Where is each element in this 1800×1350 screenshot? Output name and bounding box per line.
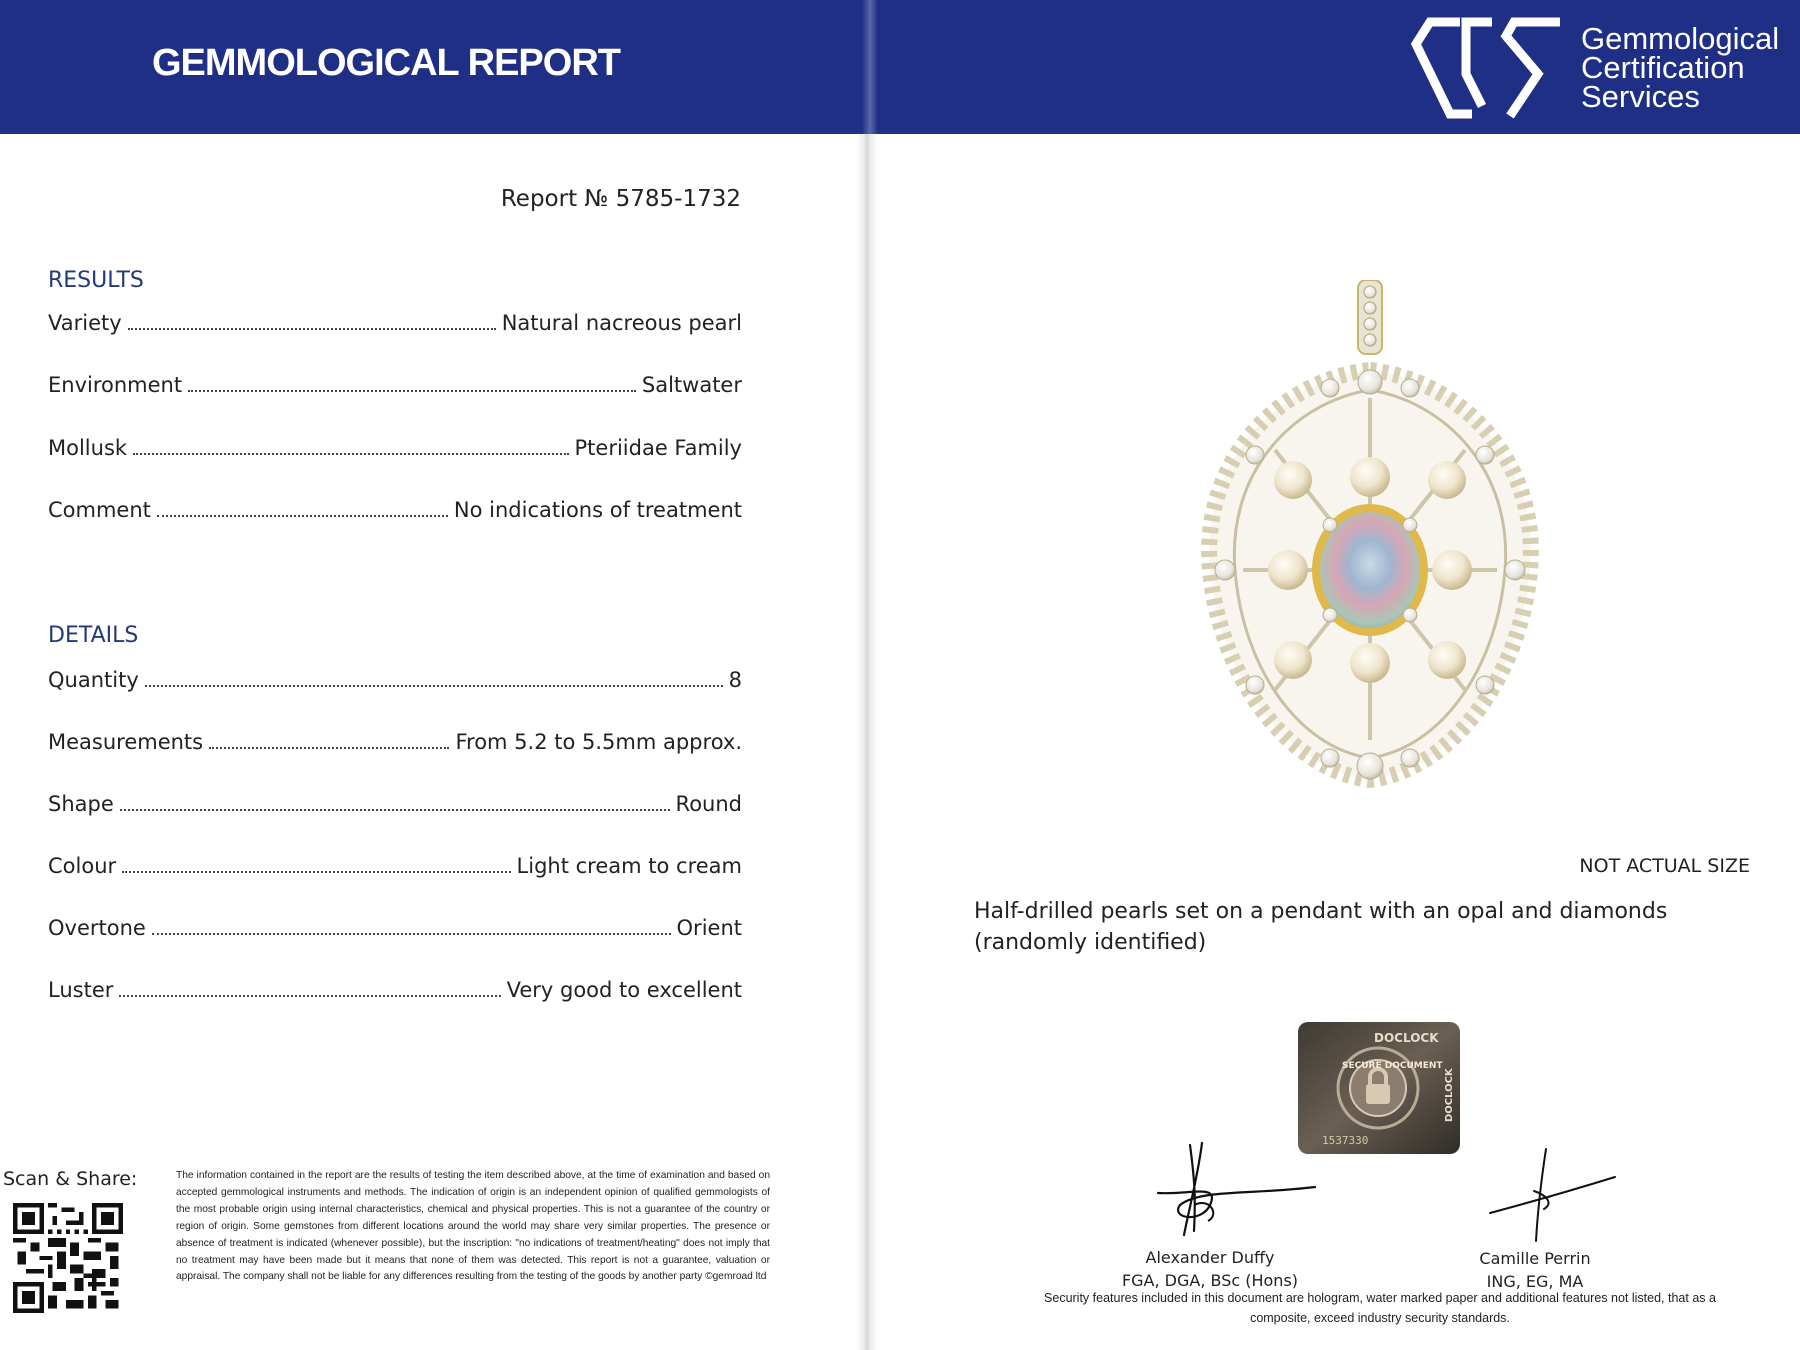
row-value: Saltwater xyxy=(641,373,742,397)
dot-leader xyxy=(157,503,448,517)
row-value: Orient xyxy=(676,916,742,940)
row-label: Quantity xyxy=(48,668,139,692)
dot-leader xyxy=(122,859,510,873)
result-row-variety xyxy=(48,311,742,345)
detail-row-luster xyxy=(48,978,742,1012)
header-band-fold xyxy=(862,0,878,134)
row-value: 8 xyxy=(728,668,742,692)
signature-alexander-duffy xyxy=(1150,1135,1320,1245)
brand-line-1: Gemmological xyxy=(1581,21,1780,56)
dot-leader xyxy=(120,797,670,811)
row-value: No indications of treatment xyxy=(453,498,742,522)
dot-leader xyxy=(133,441,568,455)
dot-leader xyxy=(188,378,636,392)
row-label: Mollusk xyxy=(48,436,128,460)
brand-line-2: Certification xyxy=(1581,50,1745,85)
dot-leader xyxy=(119,983,500,997)
detail-row-overtone xyxy=(48,916,742,950)
disclaimer-text: The information contained in the report are the results of testing the item described above, at the time of examination and based on accepted gemmological instruments and methods. The indication of origin is an independent opinion of qualified gemmologists of the most probable origin using internal characteristics, chemical and physical properties. This is not a guarantee of the country or region of origin. Some gemstones from different locations around the world may share very similar properties. The presence or absence of treatment is indicated (whenever possible), but the inscription: "no indications of treatment/heating" does not imply that no treatment may have been made but it means that none of them was detected. This report is not a guarantee, valuation or appraisal. The company shall not be liable for any differences resulting from the testing of the goods by another party ©gemroad ltd xyxy=(176,1170,770,1283)
hologram-serial: 1537330 xyxy=(1322,1134,1369,1147)
row-label: Shape xyxy=(48,792,114,816)
row-value: From 5.2 to 5.5mm approx. xyxy=(455,730,742,754)
brand-line-3: Services xyxy=(1581,79,1700,114)
gcs-logo-icon xyxy=(1410,14,1570,124)
page-fold xyxy=(856,0,878,1350)
detail-row-measurements xyxy=(48,730,742,764)
signer-credentials: FGA, DGA, BSc (Hons) xyxy=(1121,1271,1299,1290)
not-actual-size-note: NOT ACTUAL SIZE xyxy=(1579,855,1750,877)
signature-camille-perrin xyxy=(1480,1145,1620,1245)
signer-name: Camille Perrin xyxy=(1479,1249,1591,1268)
row-label: Comment xyxy=(48,498,151,522)
hologram-ring-text: SECURE DOCUMENT xyxy=(1342,1061,1443,1071)
security-note: Security features included in this document are hologram, water marked paper and additional features not listed, that as a composite, exceed industry security standards. xyxy=(1044,1291,1716,1325)
row-value: Pteriidae Family xyxy=(574,436,742,460)
signer-credentials: ING, EG, MA xyxy=(1486,1272,1584,1291)
dot-leader xyxy=(128,316,496,330)
detail-row-colour xyxy=(48,854,742,888)
results-title: RESULTS xyxy=(48,268,144,293)
pendant-image xyxy=(1195,280,1545,800)
report-title: GEMMOLOGICAL REPORT xyxy=(152,42,620,84)
row-label: Environment xyxy=(48,373,183,397)
hologram-top-text: DOCLOCK xyxy=(1374,1031,1439,1045)
scan-share-label: Scan & Share: xyxy=(3,1168,138,1190)
row-value: Very good to excellent xyxy=(506,978,742,1002)
signer-block-2 xyxy=(1425,1247,1645,1293)
row-value: Light cream to cream xyxy=(516,854,742,878)
row-label: Variety xyxy=(48,311,122,335)
details-title: DETAILS xyxy=(48,623,139,648)
detail-row-quantity xyxy=(48,668,742,702)
hologram-side-text: DOCLOCK xyxy=(1444,1068,1455,1122)
detail-row-shape xyxy=(48,792,742,826)
brand-name xyxy=(1581,21,1780,114)
row-label: Measurements xyxy=(48,730,204,754)
result-row-mollusk xyxy=(48,436,742,470)
report-number: Report № 5785-1732 xyxy=(500,186,741,212)
signer-name: Alexander Duffy xyxy=(1145,1248,1275,1267)
result-row-comment xyxy=(48,498,742,532)
dot-leader xyxy=(152,921,671,935)
dot-leader xyxy=(209,735,449,749)
row-value: Round xyxy=(675,792,742,816)
hologram-seal-icon xyxy=(1298,1022,1460,1154)
item-description: Half-drilled pearls set on a pendant with an opal and diamonds (randomly identified) xyxy=(974,899,1668,955)
signer-block-1 xyxy=(1100,1246,1320,1292)
result-row-environment xyxy=(48,373,742,407)
row-label: Colour xyxy=(48,854,117,878)
dot-leader xyxy=(145,673,723,687)
row-label: Luster xyxy=(48,978,114,1002)
qr-code-icon[interactable] xyxy=(13,1203,123,1313)
row-value: Natural nacreous pearl xyxy=(501,311,742,335)
row-label: Overtone xyxy=(48,916,146,940)
